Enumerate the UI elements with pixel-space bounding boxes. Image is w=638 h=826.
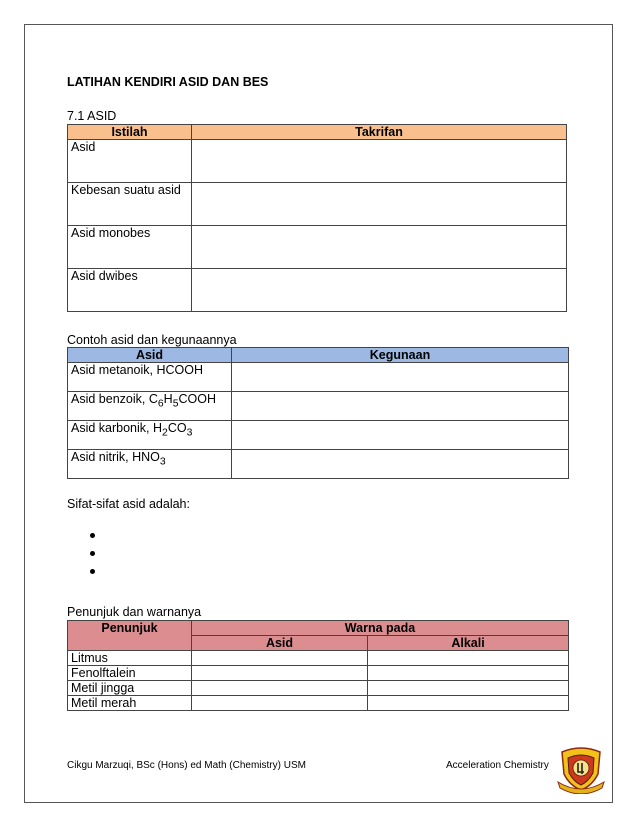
section-asid-label: 7.1 ASID	[67, 109, 117, 123]
header-asid: Asid	[68, 348, 232, 363]
term-cell: Asid dwibes	[68, 269, 192, 312]
colour-asid-cell[interactable]	[192, 696, 368, 711]
subscript: 3	[159, 456, 166, 468]
use-cell[interactable]	[232, 363, 569, 392]
table-row	[68, 421, 569, 450]
formula-text: CO	[167, 421, 187, 435]
table-row	[68, 666, 569, 681]
header-penunjuk: Penunjuk	[68, 621, 192, 651]
asid-definition-table	[67, 124, 567, 312]
footer-author: Cikgu Marzuqi, BSc (Hons) ed Math (Chemistry) USM	[67, 760, 306, 771]
colour-asid-cell[interactable]	[192, 651, 368, 666]
asid-uses-table	[67, 347, 569, 479]
table-row	[68, 269, 567, 312]
acid-name-cell	[68, 421, 232, 450]
acid-name-cell	[68, 450, 232, 479]
table-row	[68, 696, 569, 711]
school-crest-logo	[556, 744, 606, 794]
table-row	[68, 392, 569, 421]
table-row	[68, 183, 567, 226]
use-cell[interactable]	[232, 450, 569, 479]
table-row	[68, 651, 569, 666]
indicator-name-cell: Fenolftalein	[68, 666, 192, 681]
footer-course: Acceleration Chemistry	[446, 760, 549, 771]
colour-alkali-cell[interactable]	[368, 651, 569, 666]
acid-name-cell	[68, 392, 232, 421]
subscript: 5	[172, 398, 179, 410]
colour-alkali-cell[interactable]	[368, 681, 569, 696]
definition-cell[interactable]	[192, 226, 567, 269]
term-cell: Asid monobes	[68, 226, 192, 269]
formula-text: Asid nitrik, HNO	[71, 450, 160, 464]
header-warna-pada: Warna pada	[192, 621, 569, 636]
definition-cell[interactable]	[192, 183, 567, 226]
formula-text: COOH	[178, 392, 216, 406]
subscript: 2	[162, 427, 168, 439]
indicator-table	[67, 620, 569, 711]
header-kegunaan: Kegunaan	[232, 348, 569, 363]
table-row	[68, 681, 569, 696]
sifat-asid-label: Sifat-sifat asid adalah:	[67, 497, 190, 511]
colour-alkali-cell[interactable]	[368, 666, 569, 681]
contoh-asid-label: Contoh asid dan kegunaannya	[67, 333, 237, 347]
indicator-name-cell: Metil jingga	[68, 681, 192, 696]
table-row	[68, 140, 567, 183]
page-title: LATIHAN KENDIRI ASID DAN BES	[67, 75, 269, 89]
table-row	[68, 450, 569, 479]
term-cell: Kebesan suatu asid	[68, 183, 192, 226]
header-istilah: Istilah	[68, 125, 192, 140]
colour-asid-cell[interactable]	[192, 681, 368, 696]
header-takrifan: Takrifan	[192, 125, 567, 140]
acid-name-cell: Asid metanoik, HCOOH	[68, 363, 232, 392]
table-row	[68, 363, 569, 392]
definition-cell[interactable]	[192, 269, 567, 312]
definition-cell[interactable]	[192, 140, 567, 183]
header-warna-alkali: Alkali	[368, 636, 569, 651]
header-warna-asid: Asid	[192, 636, 368, 651]
use-cell[interactable]	[232, 421, 569, 450]
subscript: 3	[186, 427, 193, 439]
subscript: 6	[157, 398, 164, 410]
colour-alkali-cell[interactable]	[368, 696, 569, 711]
penunjuk-label: Penunjuk dan warnanya	[67, 605, 202, 619]
table-row	[68, 226, 567, 269]
colour-asid-cell[interactable]	[192, 666, 368, 681]
indicator-name-cell: Metil merah	[68, 696, 192, 711]
formula-text: Asid benzoik, C	[71, 392, 158, 406]
formula-text: Asid karbonik, H	[71, 421, 163, 435]
term-cell: Asid	[68, 140, 192, 183]
formula-text: H	[163, 392, 173, 406]
indicator-name-cell: Litmus	[68, 651, 192, 666]
use-cell[interactable]	[232, 392, 569, 421]
